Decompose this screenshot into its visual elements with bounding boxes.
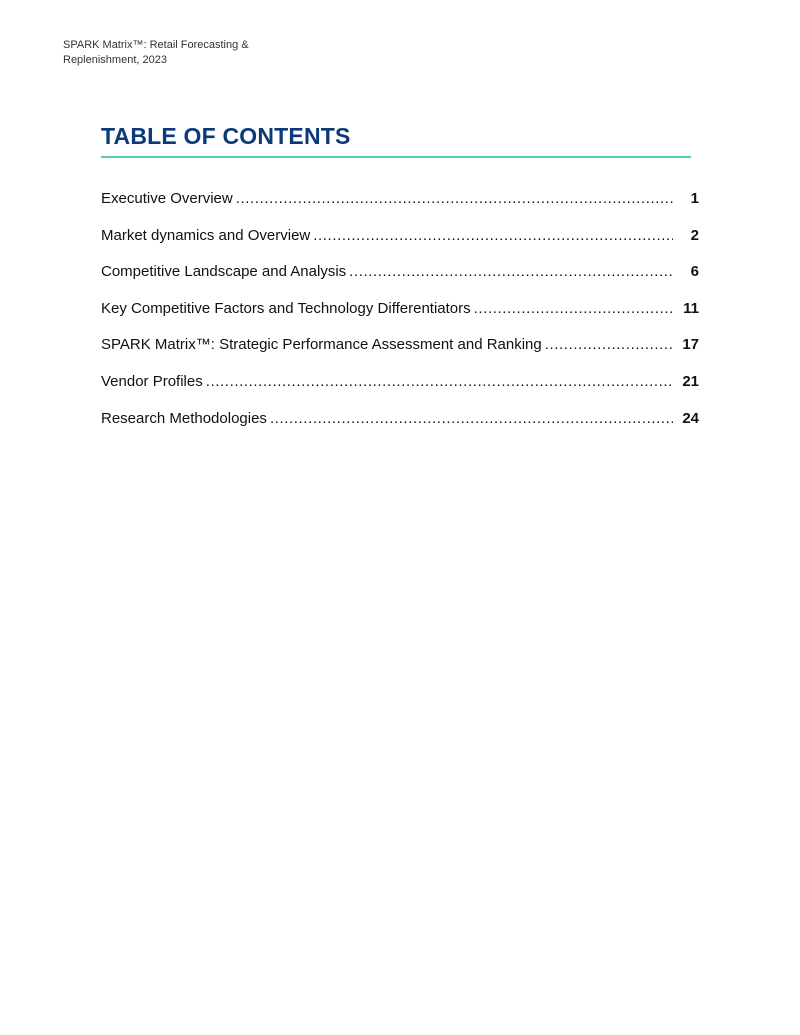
toc-dot-leader	[474, 298, 673, 320]
toc-entry-executive-overview[interactable]	[101, 188, 699, 225]
toc-entry-label[interactable]: SPARK Matrix™: Strategic Performance Assessment and Ranking	[101, 336, 542, 354]
toc-entry-key-competitive-factors[interactable]	[101, 298, 699, 335]
toc-dot-leader	[313, 225, 673, 247]
running-header-line-1: SPARK Matrix™: Retail Forecasting &	[63, 39, 249, 51]
toc-title-underline	[101, 156, 691, 158]
toc-entry-page[interactable]: 2	[690, 226, 699, 244]
toc-entry-label[interactable]: Research Methodologies	[101, 409, 267, 427]
toc-entry-research-methodologies[interactable]	[101, 408, 699, 445]
toc-entry-label[interactable]: Market dynamics and Overview	[101, 226, 311, 244]
toc-dot-leader	[270, 408, 673, 430]
toc-entry-market-dynamics[interactable]	[101, 225, 699, 262]
toc-entry-competitive-landscape[interactable]	[101, 261, 699, 298]
toc-entry-page[interactable]: 6	[690, 263, 699, 281]
toc-entry-vendor-profiles[interactable]	[101, 371, 699, 408]
toc-entry-label[interactable]: Competitive Landscape and Analysis	[101, 263, 347, 281]
toc-dot-leader	[236, 188, 673, 210]
toc-entry-page[interactable]: 21	[682, 372, 699, 390]
running-header	[63, 38, 293, 68]
toc-entry-label[interactable]: Executive Overview	[101, 190, 233, 207]
toc-title: TABLE OF CONTENTS	[101, 123, 351, 149]
toc-list	[101, 188, 699, 444]
toc-dot-leader	[545, 334, 673, 356]
toc-entry-page[interactable]: 24	[682, 409, 699, 427]
toc-dot-leader	[349, 261, 673, 283]
toc-entry-label[interactable]: Key Competitive Factors and Technology Differentiators	[101, 299, 471, 317]
toc-entry-page[interactable]: 17	[682, 336, 699, 354]
toc-entry-page[interactable]: 1	[690, 190, 699, 207]
toc-entry-label[interactable]: Vendor Profiles	[101, 372, 203, 390]
toc-dot-leader	[206, 371, 673, 393]
toc-entry-spark-matrix[interactable]	[101, 334, 699, 371]
running-header-line-2: Replenishment, 2023	[63, 54, 167, 66]
toc-entry-page[interactable]: 11	[683, 299, 699, 317]
